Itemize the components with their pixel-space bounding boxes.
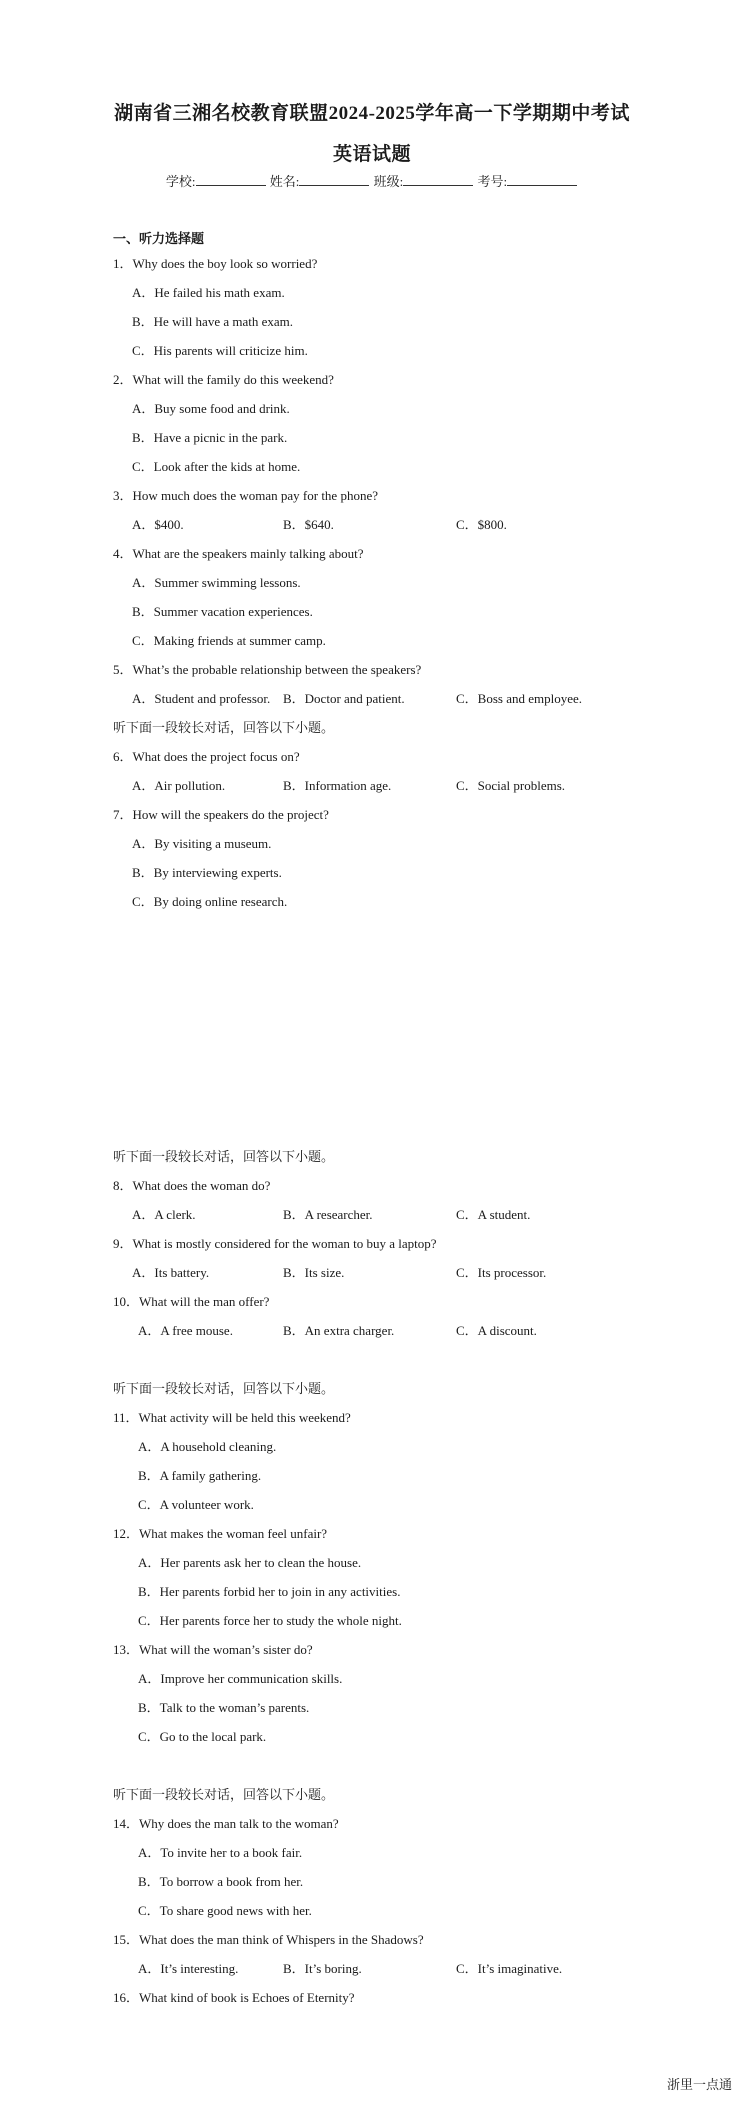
exam-title: 湖南省三湘名校教育联盟2024-2025学年高一下学期期中考试 xyxy=(114,103,630,124)
option-b: B．He will have a math exam. xyxy=(132,314,294,329)
option-b: B．By interviewing experts. xyxy=(132,865,282,880)
option-b: B．To borrow a book from her. xyxy=(138,1874,304,1889)
option-c: C．His parents will criticize him. xyxy=(132,343,308,358)
name-blank[interactable] xyxy=(299,174,369,186)
option-b: B．Have a picnic in the park. xyxy=(132,430,288,445)
option-a: A．To invite her to a book fair. xyxy=(138,1845,303,1860)
question-stem: 2．What will the family do this weekend? xyxy=(113,372,334,387)
listening-note: 听下面一段较长对话，回答以下小题。 xyxy=(113,1381,335,1396)
option-b: B．It’s boring. xyxy=(283,1961,362,1976)
question-stem: 15．What does the man think of Whispers in the Shadows? xyxy=(113,1932,424,1947)
question-stem: 6．What does the project focus on? xyxy=(113,749,300,764)
section-title: 一、听力选择题 xyxy=(113,231,205,246)
question-stem: 4．What are the speakers mainly talking about? xyxy=(113,546,364,561)
option-c: C．By doing online research. xyxy=(132,894,288,909)
option-a: A．Its battery. xyxy=(132,1265,210,1280)
name-label: 姓名: xyxy=(269,174,300,189)
option-a: A．He failed his math exam. xyxy=(132,285,285,300)
exam-subtitle: 英语试题 xyxy=(332,144,411,165)
class-label: 班级: xyxy=(373,174,404,189)
option-c: C．Its processor. xyxy=(456,1265,547,1280)
id-label: 考号: xyxy=(477,174,508,189)
option-a: A．Improve her communication skills. xyxy=(138,1671,343,1686)
option-c: C．It’s imaginative. xyxy=(456,1961,563,1976)
option-c: C．A discount. xyxy=(456,1323,537,1338)
question-stem: 11．What activity will be held this weekend? xyxy=(113,1410,351,1425)
option-a: A．A household cleaning. xyxy=(138,1439,277,1454)
option-c: C．$800. xyxy=(456,517,507,532)
question-stem: 14．Why does the man talk to the woman? xyxy=(113,1816,339,1831)
question-stem: 16．What kind of book is Echoes of Eternity? xyxy=(113,1990,355,2005)
option-c: C．Look after the kids at home. xyxy=(132,459,301,474)
option-a: A．Air pollution. xyxy=(132,778,226,793)
option-a: A．Buy some food and drink. xyxy=(132,401,290,416)
option-b: B．Talk to the woman’s parents. xyxy=(138,1700,310,1715)
question-stem: 8．What does the woman do? xyxy=(113,1178,271,1193)
option-a: A．By visiting a museum. xyxy=(132,836,272,851)
question-stem: 13．What will the woman’s sister do? xyxy=(113,1642,313,1657)
option-c: C．Boss and employee. xyxy=(456,691,583,706)
question-stem: 12．What makes the woman feel unfair? xyxy=(113,1526,328,1541)
school-label: 学校: xyxy=(165,174,196,189)
option-b: B．$640. xyxy=(283,517,334,532)
option-b: B．A family gathering. xyxy=(138,1468,262,1483)
option-c: C．A student. xyxy=(456,1207,531,1222)
option-b: B．An extra charger. xyxy=(283,1323,395,1338)
option-c: C．Social problems. xyxy=(456,778,566,793)
option-c: C．Her parents force her to study the whole night. xyxy=(138,1613,402,1628)
class-blank[interactable] xyxy=(403,174,473,186)
option-b: B．Doctor and patient. xyxy=(283,691,405,706)
listening-note: 听下面一段较长对话，回答以下小题。 xyxy=(113,1787,335,1802)
option-b: B．Her parents forbid her to join in any activities. xyxy=(138,1584,401,1599)
option-b: B．A researcher. xyxy=(283,1207,373,1222)
option-c: C．Go to the local park. xyxy=(138,1729,267,1744)
option-a: A．Student and professor. xyxy=(132,691,271,706)
option-c: C．To share good news with her. xyxy=(138,1903,312,1918)
listening-note: 听下面一段较长对话，回答以下小题。 xyxy=(113,1149,335,1164)
option-a: A．A free mouse. xyxy=(138,1323,233,1338)
option-a: A．Summer swimming lessons. xyxy=(132,575,301,590)
option-c: C．A volunteer work. xyxy=(138,1497,254,1512)
option-b: B．Its size. xyxy=(283,1265,345,1280)
option-a: A．Her parents ask her to clean the house. xyxy=(138,1555,362,1570)
option-c: C．Making friends at summer camp. xyxy=(132,633,326,648)
listening-note: 听下面一段较长对话，回答以下小题。 xyxy=(113,720,335,735)
option-a: A．A clerk. xyxy=(132,1207,196,1222)
question-stem: 5．What’s the probable relationship between the speakers? xyxy=(113,662,422,677)
footer-watermark: 浙里一点通 xyxy=(666,2078,732,2093)
question-stem: 1．Why does the boy look so worried? xyxy=(113,256,318,271)
student-info-line xyxy=(0,171,744,190)
option-a: A．$400. xyxy=(132,517,184,532)
question-stem: 3．How much does the woman pay for the phone? xyxy=(113,488,378,503)
question-stem: 9．What is mostly considered for the woman to buy a laptop? xyxy=(113,1236,437,1251)
question-stem: 7．How will the speakers do the project? xyxy=(113,807,329,822)
option-a: A．It’s interesting. xyxy=(138,1961,239,1976)
school-blank[interactable] xyxy=(196,174,266,186)
question-stem: 10．What will the man offer? xyxy=(113,1294,270,1309)
id-blank[interactable] xyxy=(507,174,577,186)
option-b: B．Information age. xyxy=(283,778,392,793)
option-b: B．Summer vacation experiences. xyxy=(132,604,313,619)
